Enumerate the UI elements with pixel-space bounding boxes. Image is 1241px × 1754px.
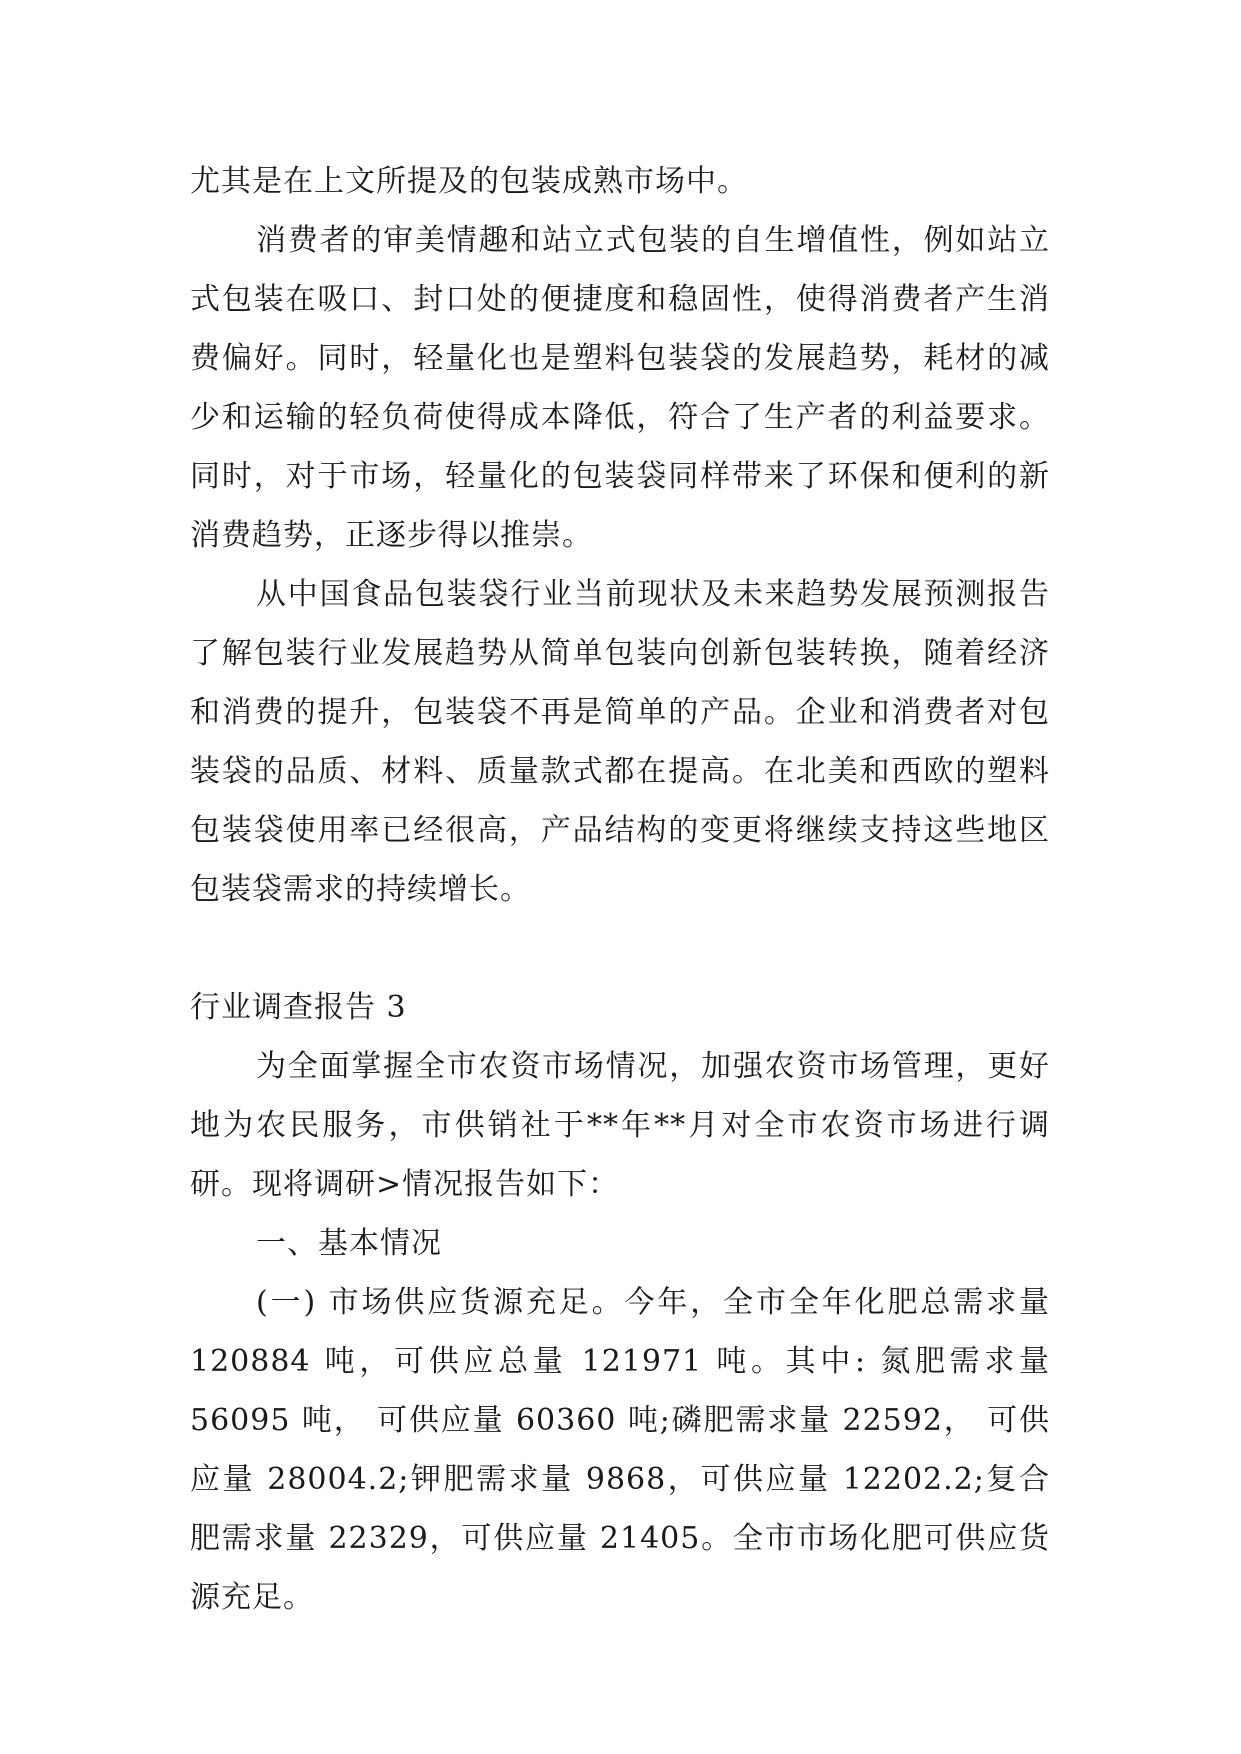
paragraph-survey-intro: 为全面掌握全市农资市场情况，加强农资市场管理，更好地为农民服务，市供销社于**年**月对全市农资市场进行调研。现将调研>情况报告如下：: [190, 1049, 1050, 1202]
paragraph-intro-tail: 尤其是在上文所提及的包装成熟市场中。: [190, 164, 748, 199]
section-title: 行业调查报告 3: [190, 990, 407, 1025]
paragraph-industry-trend: 从中国食品包装袋行业当前现状及未来趋势发展预测报告了解包装行业发展趋势从简单包装向创新包装转换，随着经济和消费的提升，包装袋不再是简单的产品。企业和消费者对包装袋的品质、材料、质量款式都在提高。在北美和西欧的塑料包装袋使用率已经很高，产品结构的变更将继续支持这些地区包装袋需求的持续增长。: [190, 577, 1050, 907]
section-spacer: [190, 919, 1050, 978]
paragraph-standup-packaging: 消费者的审美情趣和站立式包装的自生增值性，例如站立式包装在吸口、封口处的便捷度和稳固性，使得消费者产生消费偏好。同时，轻量化也是塑料包装袋的发展趋势，耗材的减少和运输的轻负荷使得成本降低，符合了生产者的利益要求。同时，对于市场，轻量化的包装袋同样带来了环保和便利的新消费趋势，正逐步得以推崇。: [190, 223, 1050, 553]
document-body: [190, 152, 1050, 1627]
paragraph-supply-details: (一) 市场供应货源充足。今年，全市全年化肥总需求量 120884 吨，可供应总量 121971 吨。其中: 氮肥需求量 56095 吨， 可供应量 60360 吨;磷肥需求量 22592， 可供应量 28004.2;钾肥需求量 9868，可供应量 12202.2;复合肥需求量 22329，可供应量 21405。全市市场化肥可供应货源充足。: [190, 1285, 1050, 1615]
subheading-basic-situation: 一、基本情况: [256, 1226, 442, 1261]
